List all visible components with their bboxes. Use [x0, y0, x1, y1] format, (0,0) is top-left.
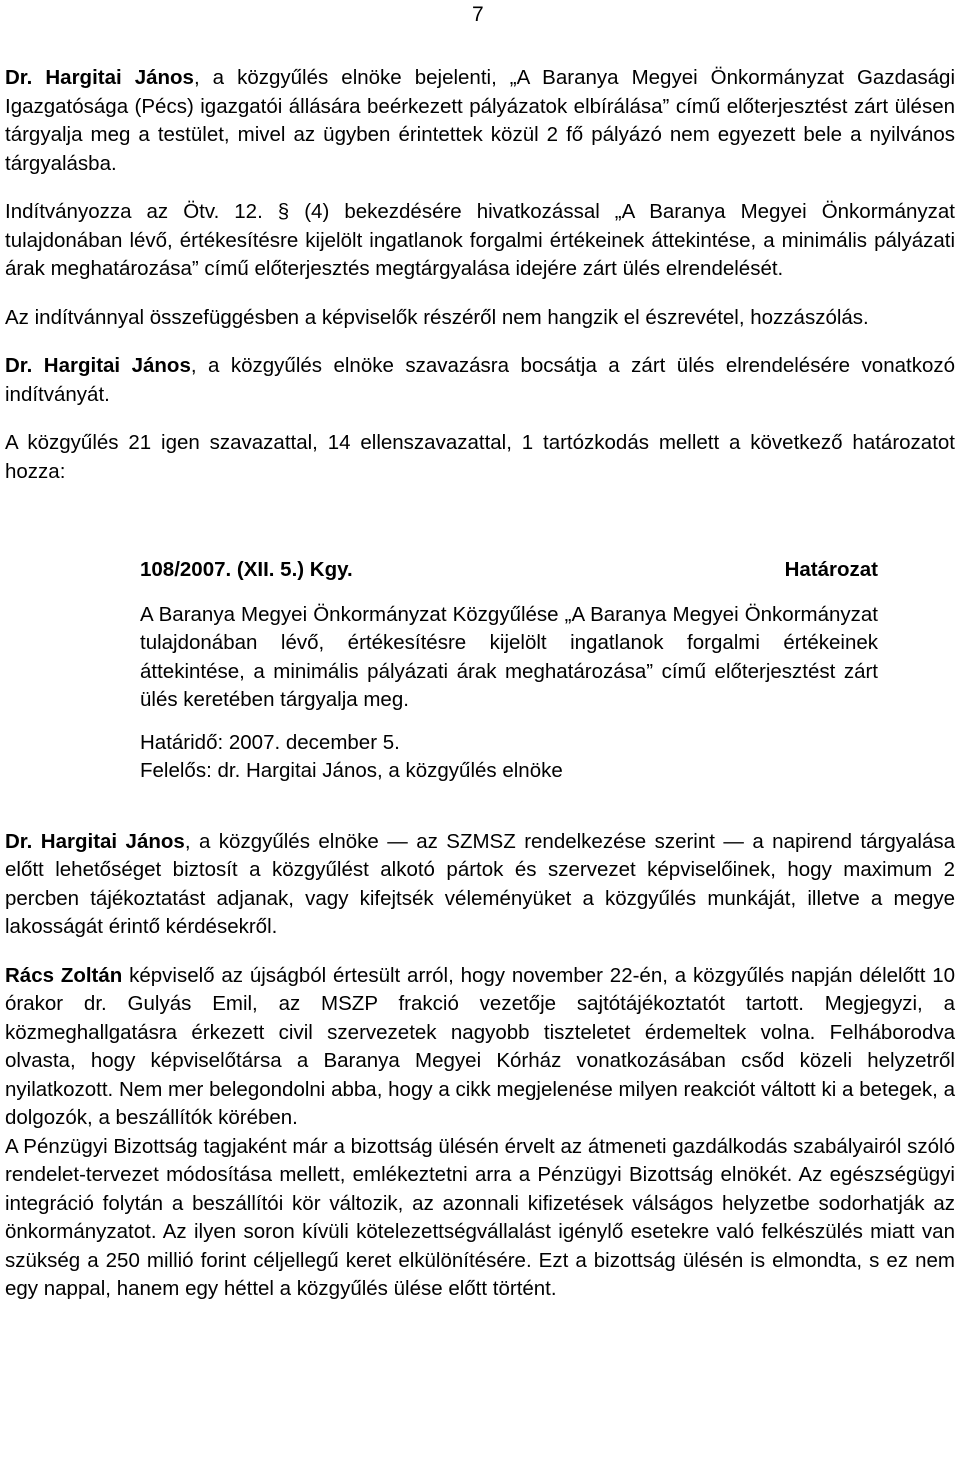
- paragraph-vote-call: [5, 352, 955, 409]
- paragraph-announcement: [5, 64, 955, 178]
- speaker-name: Dr. Hargitai János: [5, 829, 185, 853]
- paragraph-motion: Indítványozza az Ötv. 12. § (4) bekezdésére hivatkozással „A Baranya Megyei Önkormányzat tulajdonában lévő, értékesítésre kijelölt ingatlanok forgalmi értékeinek áttekintése, a minimális pályázati árak meghatározása” című előterjesztés megtárgyalása idejére zárt ülés elrendelését.: [5, 200, 955, 280]
- speaker-name: Dr. Hargitai János: [5, 354, 191, 377]
- speaker-name: Rács Zoltán: [5, 963, 123, 987]
- resolution-block: [140, 556, 878, 786]
- resolution-body: A Baranya Megyei Önkormányzat Közgyűlése „A Baranya Megyei Önkormányzat tulajdonában lévő, értékesítésre kijelölt ingatlanok forgalmi értékeinek áttekintése, a minimális pályázati árak meghatározása” című előterjesztést zárt ülés keretében tárgyalja meg.: [140, 602, 878, 711]
- paragraph-text: , a közgyűlés elnöke — az SZMSZ rendelkezése szerint — a napirend tárgyalása előtt lehetőséget biztosít a közgyűlést alkotó pártok és szervezet képviselőinek, hogy maximum 2 percben tájékoztatást adjanak, vagy kifejtsék véleményüket a közgyűlés munkáját, illetve a megye lakosságát érintő kérdésekről.: [5, 829, 955, 938]
- paragraph-text: , a közgyűlés elnöke szavazásra bocsátja a zárt ülés elrendelésére vonatkozó indítványát.: [5, 354, 955, 406]
- resolution-responsible: Felelős: dr. Hargitai János, a közgyűlés elnöke: [140, 759, 563, 782]
- speaker-name: Dr. Hargitai János: [5, 66, 194, 89]
- paragraph-racs-zoltan: [5, 962, 955, 1133]
- paragraph-text: , a közgyűlés elnöke bejelenti, „A Baranya Megyei Önkormányzat Gazdasági Igazgatósága (Pécs) igazgatói állására beérkezett pályázatok elbírálása” című előterjesztést zárt ülésen tárgyalja meg a testület, mivel az ügyben érintettek közül 2 fő pályázó nem egyezett bele a nyilvános tárgyalásba.: [5, 66, 955, 175]
- paragraph-text: képviselő az újságból értesült arról, hogy november 22-én, a közgyűlés napján délelőtt 10 órakor dr. Gulyás Emil, az MSZP frakció vezetője sajtótájékoztatót tartott. Megjegyzi, a közmeghallgatásra érkezett civil szervezetek nagyobb tiszteletet érdemeltek volna. Felháborodva olvasta, hogy képviselőtársa a Baranya Megyei Kórház vonatkozásában csőd közeli helyzetről nyilatkozott. Nem mer belegondolni abba, hogy a cikk megjelenése milyen reakciót váltott ki a betegek, a dolgozók, a beszállítók körében.: [5, 963, 955, 1129]
- paragraph-vote-result: A közgyűlés 21 igen szavazattal, 14 ellenszavazattal, 1 tartózkodás mellett a következő határozatot hozza:: [5, 431, 955, 483]
- paragraph-no-comments: Az indítvánnyal összefüggésben a képviselők részéről nem hangzik el észrevétel, hozzászólás.: [5, 305, 869, 329]
- document-body: [5, 64, 955, 1304]
- paragraph-financial-committee: A Pénzügyi Bizottság tagjaként már a bizottság ülésén érvelt az átmeneti gazdálkodás szabályairól szóló rendelet-tervezet módosítása mellett, emlékeztetni arra a Pénzügyi Bizottság elnökét. Az egészségügyi integráció folytán a beszállítói kör változik, az azonnali kifizetések válságos helyzetbe sodorhatják az önkormányzatot. Az ilyen soron kívüli kötelezettségvállalást igénylő esetekre való felkészülés miatt van szükség a 250 millió forint céljellegű keret elkülönítésére. Ezt a bizottság ülésén is elmondta, s ez nem egy nappal, hanem egy héttel a közgyűlés ülése előtt történt.: [5, 1134, 955, 1300]
- resolution-header: [140, 556, 878, 585]
- resolution-number: 108/2007. (XII. 5.) Kgy.: [140, 558, 353, 581]
- paragraph-speaking-time: [5, 828, 955, 942]
- resolution-label: Határozat: [784, 558, 878, 581]
- resolution-deadline: Határidő: 2007. december 5.: [140, 730, 400, 754]
- page-number: 7: [472, 3, 484, 26]
